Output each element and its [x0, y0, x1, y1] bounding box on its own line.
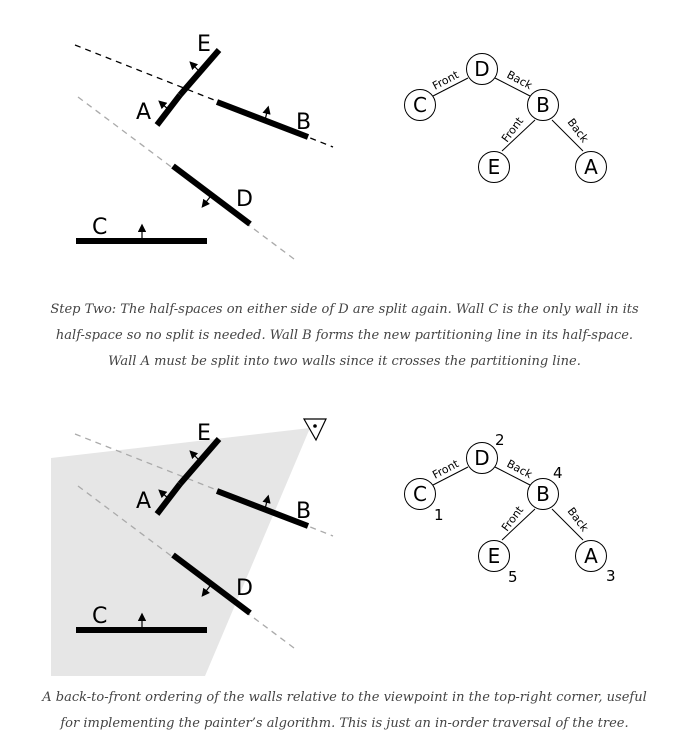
- wall-label-b: B: [296, 499, 312, 524]
- tree-edge-label-front: Front: [430, 457, 461, 482]
- tree-node-label-c: C: [413, 482, 427, 506]
- tree-node-label-b: B: [536, 482, 550, 506]
- tree-node-label-e: E: [487, 155, 501, 179]
- tree-node-label-d: D: [474, 446, 490, 470]
- wall-label-c: C: [92, 215, 108, 240]
- tree-edge-label-back: Back: [504, 457, 535, 482]
- view-cone: [51, 428, 310, 676]
- diagram-step-two: [0, 0, 689, 290]
- wall-b: [217, 102, 308, 137]
- wall-label-d: D: [236, 187, 253, 212]
- tree-edge-label-back: Back: [564, 115, 592, 146]
- normal-arrow-a: [160, 102, 169, 110]
- tree-node-label-a: A: [584, 544, 598, 568]
- caption-step-two: Step Two: The half-spaces on either side of D are split again. Wall C is the only wall in its half-space so no split is needed. Wall B forms the new partitioning line in its half-space. Wall A must be split into two walls since it crosses the partitioning line.: [50, 302, 639, 369]
- order-number-e: 5: [508, 568, 518, 586]
- normal-arrow-d: [203, 197, 210, 206]
- tree-edge-label-front: Front: [499, 114, 527, 145]
- caption-back-to-front: A back-to-front ordering of the walls relative to the viewpoint in the top-right corner, useful for implementing the painter’s algorithm. This is just an in-order traversal of the tree.: [42, 690, 647, 731]
- wall-label-c: C: [92, 604, 108, 629]
- wall-label-b: B: [296, 110, 312, 135]
- order-number-d: 2: [495, 431, 505, 449]
- tree-edge-label-front: Front: [499, 503, 527, 534]
- tree-edge-label-back: Back: [564, 504, 592, 535]
- wall-label-a: A: [136, 100, 152, 125]
- order-number-c: 1: [434, 506, 444, 524]
- tree-node-label-d: D: [474, 57, 490, 81]
- tree-edge-label-front: Front: [430, 68, 461, 93]
- wall-label-e: E: [197, 32, 211, 57]
- tree-node-label-a: A: [584, 155, 598, 179]
- figure-step-two: [0, 0, 689, 290]
- tree-node-label-b: B: [536, 93, 550, 117]
- order-number-b: 4: [553, 464, 563, 482]
- tree-edge-label-back: Back: [504, 68, 535, 93]
- figure-back-to-front: [0, 389, 689, 681]
- order-number-a: 3: [606, 567, 616, 585]
- diagram-back-to-front: [0, 389, 689, 681]
- normal-arrow-e: [191, 63, 200, 72]
- wall-label-a: A: [136, 489, 152, 514]
- tree-node-label-e: E: [487, 544, 501, 568]
- wall-label-d: D: [236, 576, 253, 601]
- wall-label-e: E: [197, 421, 211, 446]
- tree-node-label-c: C: [413, 93, 427, 117]
